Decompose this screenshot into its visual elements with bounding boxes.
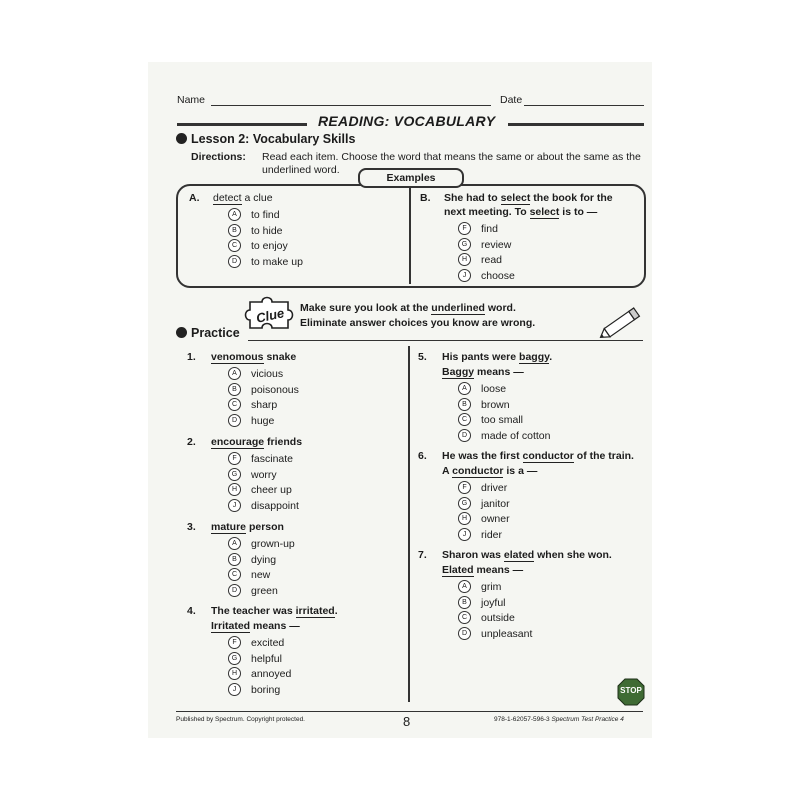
example-b-letter: B. [420,192,431,204]
underlined-word: Elated [442,564,474,576]
title-bar-right [508,123,644,126]
text: A [442,465,450,477]
clue-underlined-word: underlined [431,302,485,314]
q4-choice[interactable] [228,667,291,680]
answer-bubble-icon[interactable]: B [458,398,471,411]
q2-choice[interactable] [228,452,293,465]
underlined-word: Irritated [211,620,251,632]
choice-text: vicious [251,367,284,380]
example-a-choice[interactable] [228,224,283,237]
answer-bubble-icon[interactable]: G [228,652,241,665]
text: is a — [506,465,538,477]
practice-title [176,326,240,340]
q7-choice[interactable] [458,580,501,593]
text: He was the first [442,450,520,462]
question-6-line-1 [418,450,634,462]
text: next meeting. To [444,206,527,218]
choice-text: poisonous [251,383,299,396]
example-b-choice[interactable] [458,238,511,251]
choice-text: find [481,222,498,235]
q1-choice[interactable] [228,367,283,380]
directions-line-2: underlined word. [262,164,340,176]
example-b-choice[interactable] [458,222,498,235]
text: means — [477,366,524,378]
underlined-word: conductor [452,465,504,477]
clue-line-1 [300,302,516,314]
q5-choice[interactable] [458,398,510,411]
q7-choice[interactable] [458,611,515,624]
lesson-title [176,132,355,146]
question-7-line-2 [442,564,523,576]
date-label: Date [500,94,523,106]
page-number: 8 [403,714,411,729]
text: She had to [444,192,498,204]
date-line[interactable] [524,105,644,106]
q1-choice[interactable] [228,398,277,411]
answer-bubble-icon[interactable]: C [228,568,241,581]
clue-badge-text: Clue [254,305,286,326]
choice-text: choose [481,269,515,282]
answer-bubble-icon[interactable]: H [228,667,241,680]
question-5-line-1 [418,351,552,363]
worksheet-page [148,62,652,738]
practice-column-divider [408,346,410,702]
q4-choice[interactable] [228,652,282,665]
example-b-line-2 [444,206,597,218]
answer-bubble-icon[interactable]: J [458,528,471,541]
directions-line-1: Read each item. Choose the word that means the same or about the same as the [262,151,641,163]
example-b-line-1 [420,192,613,204]
publisher-text: Published by Spectrum. Copyright protected. [176,716,305,723]
answer-bubble-icon[interactable]: A [228,208,241,221]
section-title: READING: VOCABULARY [318,113,496,129]
q6-choice[interactable] [458,528,502,541]
question-5-line-2 [442,366,524,378]
choice-text: sharp [251,398,278,411]
q2-choice[interactable] [228,483,292,496]
book-title-text: Spectrum Test Practice 4 [551,716,624,723]
answer-bubble-icon[interactable]: F [228,452,241,465]
text: person [248,521,284,533]
choice-text: loose [481,382,507,395]
answer-bubble-icon[interactable]: F [228,636,241,649]
choice-text: excited [251,636,285,649]
text: Make sure you look at the [300,302,429,314]
answer-bubble-icon[interactable]: A [458,580,471,593]
question-number: 1. [187,351,196,363]
text: friends [267,436,303,448]
answer-bubble-icon[interactable]: C [228,398,241,411]
example-a-underlined-word: detect [213,192,242,204]
pencil-icon [598,306,644,340]
q3-choice[interactable] [228,537,295,550]
answer-bubble-icon[interactable]: J [228,499,241,512]
q5-choice[interactable] [458,413,523,426]
answer-bubble-icon[interactable]: C [228,239,241,252]
underlined-word: baggy [519,351,550,363]
question-3 [187,521,284,533]
question-number: 7. [418,549,427,561]
answer-bubble-icon[interactable]: D [228,584,241,597]
q6-choice[interactable] [458,497,510,510]
answer-bubble-icon[interactable]: C [458,611,471,624]
text: means — [476,564,524,576]
choice-text: brown [481,398,510,411]
choice-text: cheer up [251,483,292,496]
clue-line-2: Eliminate answer choices you know are wrong. [300,317,536,329]
choice-text: new [251,568,271,581]
answer-bubble-icon[interactable]: B [458,596,471,609]
answer-bubble-icon[interactable]: G [458,497,471,510]
q3-choice[interactable] [228,553,276,566]
q6-choice[interactable] [458,512,510,525]
isbn-text: 978-1-62057-596-3 [494,716,550,723]
choice-text: dying [251,553,277,566]
example-a-choice[interactable] [228,239,288,252]
choice-text: to make up [251,255,303,268]
question-number: 2. [187,436,196,448]
q2-choice[interactable] [228,499,299,512]
answer-bubble-icon[interactable]: A [228,537,241,550]
underlined-word: mature [211,521,247,533]
choice-text: grown-up [251,537,295,550]
question-4-line-2 [211,620,300,632]
text: . [549,351,553,363]
choice-text: disappoint [251,499,299,512]
name-line[interactable] [211,105,491,106]
q1-choice[interactable] [228,383,299,396]
choice-text: to find [251,208,280,221]
example-b-underlined-word: select [529,206,560,218]
answer-bubble-icon[interactable]: D [228,255,241,268]
example-a-choice[interactable] [228,208,280,221]
choice-text: annoyed [251,667,292,680]
choice-text: huge [251,414,275,427]
example-b-underlined-word: select [500,192,531,204]
underlined-word: venomous [211,351,264,363]
choice-text: helpful [251,652,282,665]
answer-bubble-icon[interactable]: H [228,483,241,496]
text: snake [266,351,297,363]
example-a-rest: a clue [244,192,273,204]
q4-choice[interactable] [228,636,284,649]
footer-book-info [494,716,624,723]
choice-text: too small [481,413,524,426]
underlined-word: encourage [211,436,265,448]
q5-choice[interactable] [458,429,550,442]
answer-bubble-icon[interactable]: A [228,367,241,380]
choice-text: owner [481,512,510,525]
practice-rule [248,340,643,341]
answer-bubble-icon[interactable]: B [228,383,241,396]
choice-text: to enjoy [251,239,288,252]
choice-text: unpleasant [481,627,533,640]
choice-text: rider [481,528,503,541]
question-number: 3. [187,521,196,533]
choice-text: joyful [481,596,506,609]
answer-bubble-icon[interactable]: F [458,222,471,235]
choice-text: fascinate [251,452,294,465]
q1-choice[interactable] [228,414,274,427]
underlined-word: conductor [522,450,574,462]
text: His pants were [442,351,517,363]
question-1 [187,351,296,363]
answer-bubble-icon[interactable]: J [458,269,471,282]
answer-bubble-icon[interactable]: B [228,224,241,237]
question-number: 5. [418,351,427,363]
answer-bubble-icon[interactable]: A [458,382,471,395]
example-a-question [189,192,273,204]
underlined-word: irritated [295,605,335,617]
choice-text: made of cotton [481,429,551,442]
q2-choice[interactable] [228,468,277,481]
example-b-choice[interactable] [458,269,515,282]
choice-text: grim [481,580,502,593]
answer-bubble-icon[interactable]: J [228,683,241,696]
underlined-word: elated [503,549,535,561]
text: the book for the [533,192,613,204]
underlined-word: Baggy [442,366,475,378]
title-bar-left [177,123,307,126]
text: The teacher was [211,605,293,617]
q7-choice[interactable] [458,596,506,609]
example-a-choice[interactable] [228,255,303,268]
text: when she won. [537,549,612,561]
bullet-icon [176,327,187,338]
text: . [334,605,338,617]
choice-text: boring [251,683,281,696]
q5-choice[interactable] [458,382,506,395]
name-label: Name [177,94,206,106]
choice-text: outside [481,611,515,624]
text: of the train. [576,450,634,462]
example-a-letter: A. [189,192,200,204]
choice-text: green [251,584,278,597]
lesson-title-text: Lesson 2: Vocabulary Skills [191,132,356,146]
example-b-choice[interactable] [458,253,502,266]
q7-choice[interactable] [458,627,532,640]
text: means — [253,620,300,632]
practice-title-text: Practice [191,326,240,340]
text: word. [487,302,516,314]
choice-text: worry [251,468,277,481]
stop-sign-text: STOP [620,686,642,695]
examples-tab: Examples [358,168,464,188]
answer-bubble-icon[interactable]: B [228,553,241,566]
answer-bubble-icon[interactable]: D [458,627,471,640]
q4-choice[interactable] [228,683,280,696]
directions-label: Directions: [191,151,246,163]
text: Sharon was [442,549,501,561]
answer-bubble-icon[interactable]: H [458,512,471,525]
choice-text: read [481,253,503,266]
choice-text: review [481,238,512,251]
examples-divider [409,186,411,284]
answer-bubble-icon[interactable]: G [458,238,471,251]
footer-rule [176,711,643,712]
q3-choice[interactable] [228,568,270,581]
q6-choice[interactable] [458,481,507,494]
question-number: 4. [187,605,196,617]
answer-bubble-icon[interactable]: C [458,413,471,426]
question-2 [187,436,302,448]
answer-bubble-icon[interactable]: D [228,414,241,427]
answer-bubble-icon[interactable]: H [458,253,471,266]
answer-bubble-icon[interactable]: F [458,481,471,494]
answer-bubble-icon[interactable]: G [228,468,241,481]
answer-bubble-icon[interactable]: D [458,429,471,442]
question-6-line-2 [442,465,537,477]
q3-choice[interactable] [228,584,278,597]
question-4-line-1 [187,605,338,617]
question-number: 6. [418,450,427,462]
choice-text: janitor [481,497,510,510]
question-7-line-1 [418,549,612,561]
choice-text: to hide [251,224,283,237]
bullet-icon [176,133,187,144]
text: is to — [562,206,598,218]
choice-text: driver [481,481,508,494]
